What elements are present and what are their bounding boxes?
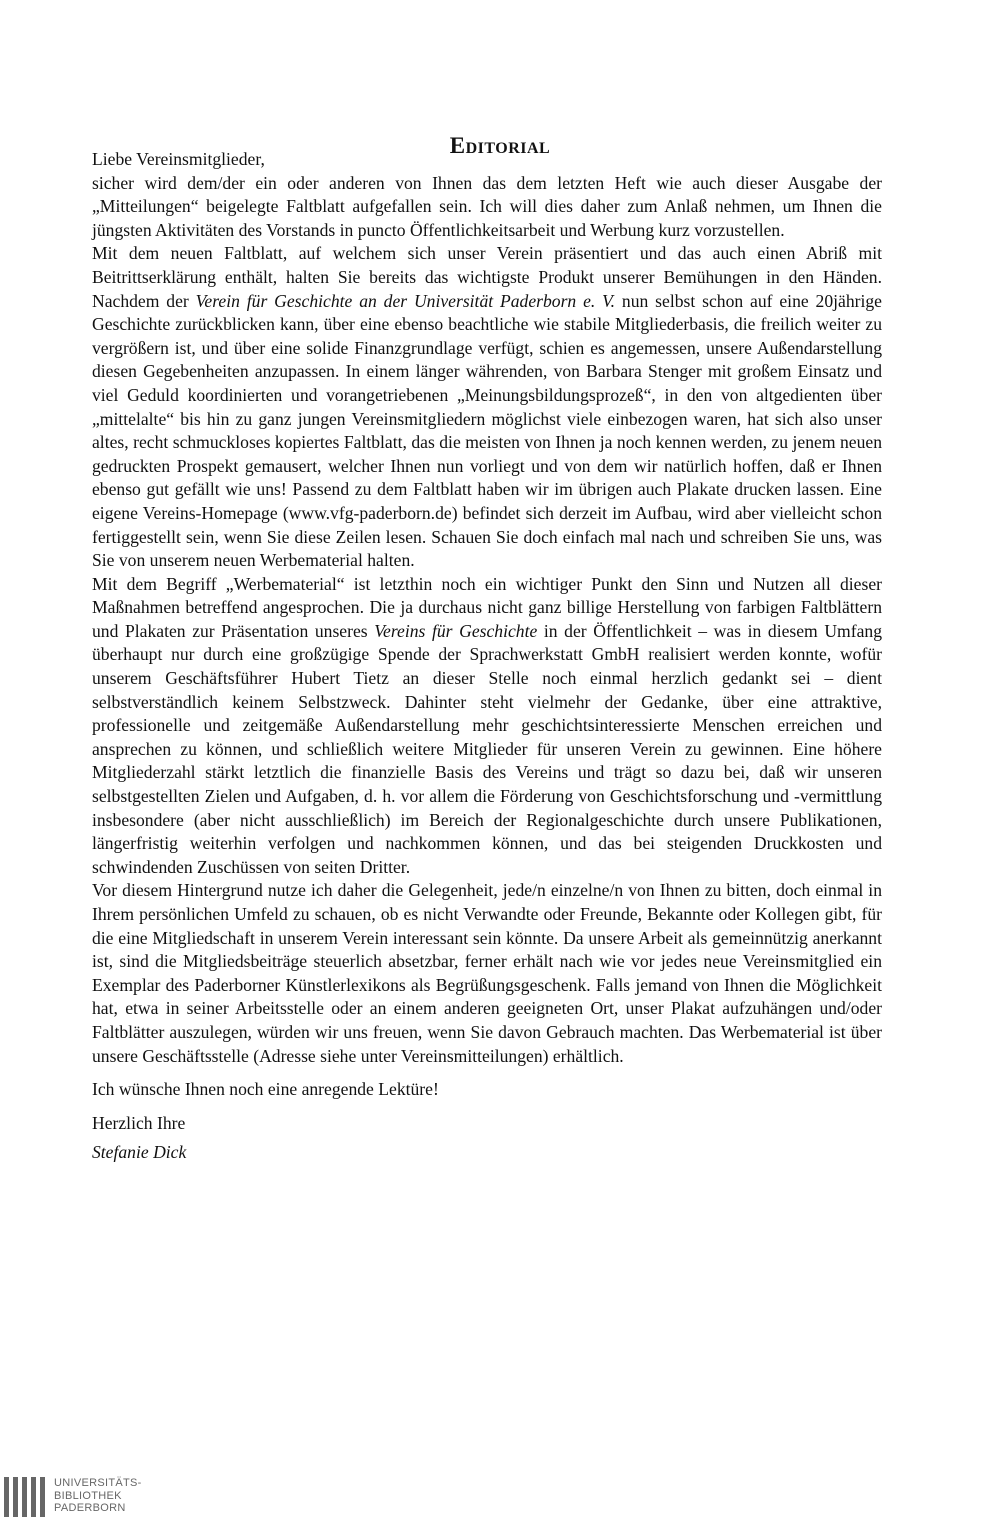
editorial-body bbox=[92, 148, 882, 1165]
paragraph-1: sicher wird dem/der ein oder anderen von Ihnen das dem letzten Heft wie auch dieser Ausgabe der „Mitteilungen“ beigelegte Faltblatt aufgefallen sein. Ich will dies daher zum Anlaß nehmen, um Ihnen die jüngsten Aktivitäten des Vorstands in puncto Öffentlichkeitsarbeit und Werbung kurz vorzustellen. bbox=[92, 172, 882, 240]
association-name-short: Vereins für Geschichte bbox=[374, 620, 538, 641]
library-logo-bars-icon bbox=[4, 1477, 45, 1517]
page-title: Editorial bbox=[449, 133, 551, 159]
association-name: Verein für Geschichte an der Universität Paderborn e. V. bbox=[195, 290, 616, 311]
regards-line: Herzlich Ihre bbox=[92, 1112, 186, 1133]
closing-line: Ich wünsche Ihnen noch eine anregende Lektüre! bbox=[92, 1079, 439, 1100]
paragraph-2: Mit dem neuen Faltblatt, auf welchem sich unser Verein präsentiert und das auch einen Abriß mit Beitrittserklärung enthält, halten Sie bereits das wichtigste Produkt unserer Bemühungen in den Händen. Nachdem der Verein für Geschichte an der Universität Paderborn e. V. nun selbst schon auf eine 20jährige Geschichte zurückblicken kann, über eine ebenso beachtliche wie stabile Mitgliederbasis, die freilich weiter zu vergrößern ist, und über eine solide Finanzgrundlage verfügt, schien es angemessen, unsere Außendarstellung diesen Gegebenheiten anzupassen. In einem länger währenden, von Barbara Stenger mit großem Einsatz und viel Geduld koordinierten und vorangetriebenen „Meinungsbildungsprozeß“, in den von altgedienten über „mittelalte“ bis hin zu ganz jungen Vereinsmitgliedern möglichst viele einbezogen waren, hat sich also unser altes, recht schmuckloses kopiertes Faltblatt, das die meisten von Ihnen ja noch kennen werden, zu jenem neuen gedruckten Prospekt gemausert, welcher Ihnen nun vorliegt und von dem wir natürlich hoffen, daß er Ihnen ebenso gut gefällt wie uns! Passend zu dem Faltblatt haben wir im übrigen auch Plakate drucken lassen. Eine eigene Vereins-Homepage (www.vfg-paderborn.de) befindet sich derzeit im Aufbau, wird aber vielleicht schon fertiggestellt sein, wenn Sie diese Zeilen lesen. Schauen Sie doch einfach mal nach und schreiben Sie uns, was Sie von unserem neuen Werbematerial halten. bbox=[92, 243, 882, 571]
signature: Stefanie Dick bbox=[92, 1142, 187, 1163]
library-logo-text: UNIVERSITÄTS- BIBLIOTHEK PADERBORN bbox=[54, 1477, 142, 1514]
salutation: Liebe Vereinsmitglieder, bbox=[92, 149, 265, 169]
paragraph-3: Mit dem Begriff „Werbematerial“ ist letzthin noch ein wichtiger Punkt den Sinn und Nutzen all dieser Maßnahmen betreffend angesprochen. Die ja durchaus nicht ganz billige Herstellung von farbigen Faltblättern und Plakaten zur Präsentation unseres Vereins für Geschichte in der Öffentlichkeit – was in diesem Umfang überhaupt nur durch eine großzügige Spende der Sprachwerkstatt GmbH realisiert werden konnte, wofür unserem Geschäftsführer Hubert Tietz an dieser Stelle noch einmal herzlich gedankt sei – dient selbstverständlich keinem Selbstzweck. Dahinter steht vielmehr der Gedanke, über eine attraktive, professionelle und zeitgemäße Außendarstellung mehr geschichtsinteressierte Menschen erreichen und ansprechen zu können, und schließlich weitere Mitglieder für unseren Verein zu gewinnen. Eine höhere Mitgliederzahl stärkt letztlich die finanzielle Basis des Vereins und trägt so dazu bei, daß wir unseren selbstgestellten Zielen und Aufgaben, d. h. vor allem die Förderung von Geschichtsforschung und -vermittlung insbesondere (aber nicht ausschließlich) im Bereich der Regionalgeschichte durch unsere Publikationen, längerfristig weiterhin verfolgen und nachkommen können, und das bei steigenden Druckkosten und schwindenden Zuschüssen von seiten Dritter. bbox=[92, 573, 882, 877]
library-footer bbox=[0, 1471, 1000, 1523]
paragraph-4: Vor diesem Hintergrund nutze ich daher die Gelegenheit, jede/n einzelne/n von Ihnen zu bitten, doch einmal in Ihrem persönlichen Umfeld zu schauen, ob es nicht Verwandte oder Freunde, Bekannte oder Kollegen gibt, für die eine Mitgliedschaft in unserem Verein interessant sein könnte. Da unsere Arbeit als gemeinnützig anerkannt ist, sind die Mitgliedsbeiträge steuerlich absetzbar, ferner erhält nach wie vor jedes neue Vereinsmitglied ein Exemplar des Paderborner Künstlerlexikons als Begrüßungsgeschenk. Falls jemand von Ihnen die Möglichkeit hat, etwa in seiner Arbeitsstelle oder an einem anderen geeigneten Ort, unser Plakat aufzuhängen und/oder Faltblätter auszulegen, würden wir uns freuen, wenn Sie davon Gebrauch machten. Das Werbematerial ist über unsere Geschäftsstelle (Adresse siehe unter Vereinsmitteilungen) erhältlich. bbox=[92, 880, 882, 1066]
